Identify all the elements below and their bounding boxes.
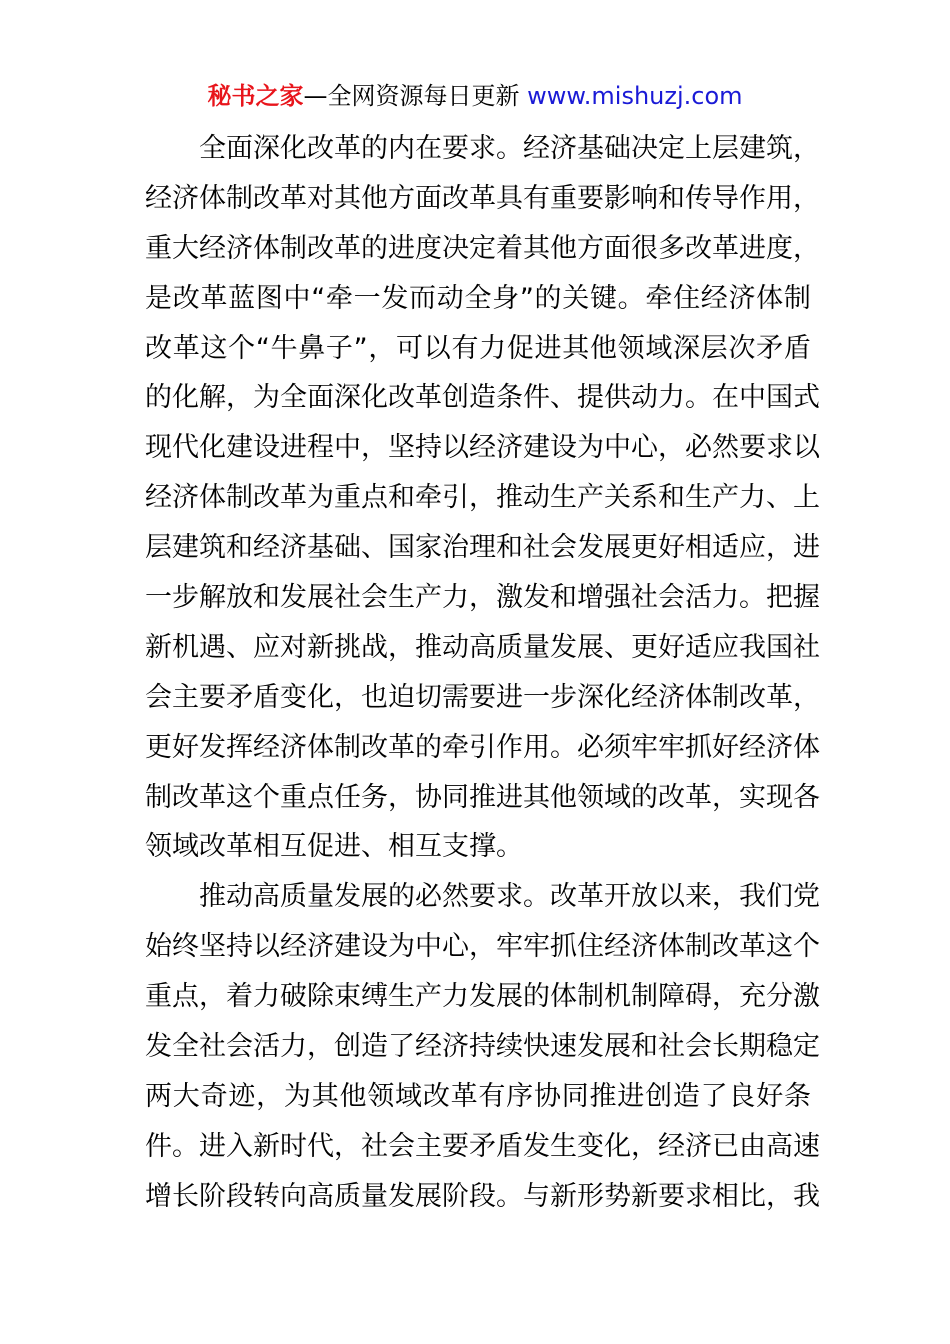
text-line: 是 改 革 蓝 图 中 “ 牵 一 发 而 动 全 身 ” 的 关 键 。 牵 住 经 济 体 制 <box>145 282 811 314</box>
text-line: 制 改 革 这 个 重 点 任 务 ， 协 同 推 进 其 他 领 域 的 改 革 ， 实 现 各 <box>145 781 820 813</box>
text-line: 增 长 阶 段 转 向 高 质 量 发 展 阶 段 。 与 新 形 势 新 要 求 相 比 ， 我 <box>145 1180 820 1212</box>
text-line: 会 主 要 矛 盾 变 化 ， 也 迫 切 需 要 进 一 步 深 化 经 济 体 制 改 革 ， <box>145 681 820 713</box>
brand-name: 秘书之家 <box>207 82 304 110</box>
text-line: 重 点 ， 着 力 破 除 束 缚 生 产 力 发 展 的 体 制 机 制 障 碍 ， 充 分 激 <box>145 981 820 1013</box>
text-line: 现 代 化 建 设 进 程 中 ， 坚 持 以 经 济 建 设 为 中 心 ， 必 然 要 求 以 <box>145 432 820 464</box>
text-line: 更 好 发 挥 经 济 体 制 改 革 的 牵 引 作 用 。 必 须 牢 牢 抓 好 经 济 体 <box>145 731 820 763</box>
website-link[interactable]: www.mishuzj.com <box>527 82 743 110</box>
text-line: 新 机 遇 、 应 对 新 挑 战 ， 推 动 高 质 量 发 展 、 更 好 适 应 我 国 社 <box>145 631 820 663</box>
text-line: 改 革 这 个 “ 牛 鼻 子 ” ， 可 以 有 力 促 进 其 他 领 域 深 层 次 矛 盾 <box>145 332 811 364</box>
text-line: 两 大 奇 迹 ， 为 其 他 领 域 改 革 有 序 协 同 推 进 创 造 了 良 好 条 <box>145 1080 811 1112</box>
header-tagline: —全网资源每日更新 <box>303 82 520 110</box>
text-line: 的 化 解 ， 为 全 面 深 化 改 革 创 造 条 件 、 提 供 动 力 。 在 中 国 式 <box>145 382 820 414</box>
text-line: 领域改革相互促进、相互支撑。 <box>145 831 523 863</box>
text-line: 推 动 高 质 量 发 展 的 必 然 要 求 。 改 革 开 放 以 来 ， 我 们 党 <box>199 881 820 913</box>
text-line: 一 步 解 放 和 发 展 社 会 生 产 力 ， 激 发 和 增 强 社 会 活 力 。 把 握 <box>145 582 820 614</box>
text-line: 层 建 筑 和 经 济 基 础 、 国 家 治 理 和 社 会 发 展 更 好 相 适 应 ， 进 <box>145 532 820 564</box>
text-line: 重 大 经 济 体 制 改 革 的 进 度 决 定 着 其 他 方 面 很 多 改 革 进 度 ， <box>145 232 820 264</box>
document-body <box>145 124 820 1222</box>
text-line: 经 济 体 制 改 革 为 重 点 和 牵 引 ， 推 动 生 产 关 系 和 生 产 力 、 上 <box>145 482 820 514</box>
page-header <box>0 80 950 112</box>
text-line: 经 济 体 制 改 革 对 其 他 方 面 改 革 具 有 重 要 影 响 和 传 导 作 用 ， <box>145 182 820 214</box>
text-line: 发 全 社 会 活 力 ， 创 造 了 经 济 持 续 快 速 发 展 和 社 会 长 期 稳 定 <box>145 1031 820 1063</box>
text-line: 件 。 进 入 新 时 代 ， 社 会 主 要 矛 盾 发 生 变 化 ， 经 济 已 由 高 速 <box>145 1130 820 1162</box>
text-line: 全 面 深 化 改 革 的 内 在 要 求 。 经 济 基 础 决 定 上 层 建 筑 ， <box>199 133 820 164</box>
text-line: 始 终 坚 持 以 经 济 建 设 为 中 心 ， 牢 牢 抓 住 经 济 体 制 改 革 这 个 <box>145 931 820 963</box>
